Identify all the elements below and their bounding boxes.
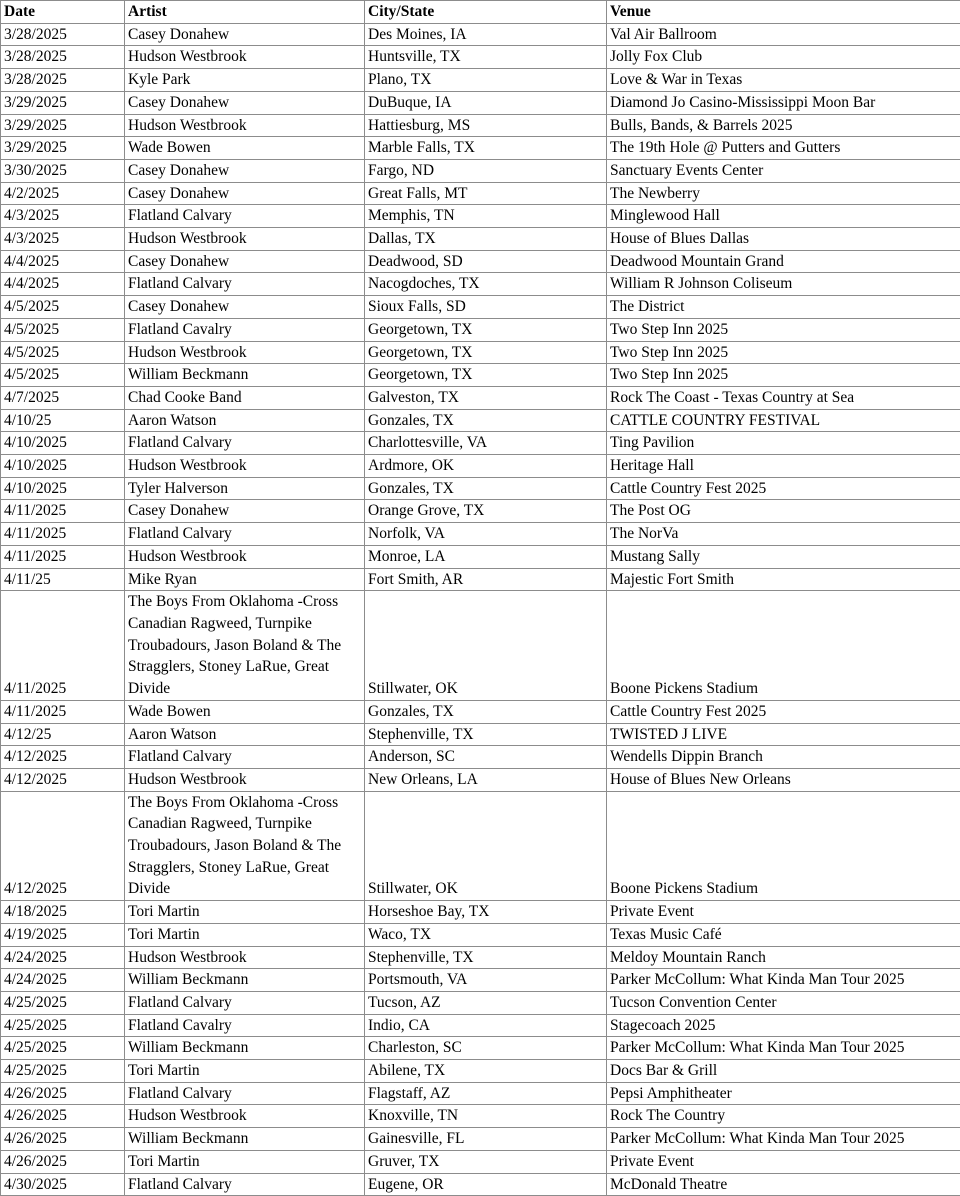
artist-cell[interactable]: The Boys From Oklahoma -Cross Canadian Ragweed, Turnpike Troubadours, Jason Boland & The Stragglers, Stoney LaRue, Great Divide (125, 591, 365, 701)
date-cell[interactable]: 4/26/2025 (1, 1128, 125, 1151)
venue-cell[interactable]: Heritage Hall (607, 455, 960, 478)
venue-cell[interactable]: Two Step Inn 2025 (607, 364, 960, 387)
venue-cell[interactable]: Diamond Jo Casino-Mississippi Moon Bar (607, 91, 960, 114)
venue-cell[interactable]: Bulls, Bands, & Barrels 2025 (607, 114, 960, 137)
date-cell[interactable]: 4/25/2025 (1, 991, 125, 1014)
artist-cell[interactable]: Flatland Calvary (125, 1173, 365, 1196)
date-cell[interactable]: 4/11/2025 (1, 545, 125, 568)
venue-cell[interactable]: Private Event (607, 1150, 960, 1173)
artist-cell[interactable]: Wade Bowen (125, 700, 365, 723)
date-cell[interactable]: 4/7/2025 (1, 386, 125, 409)
artist-cell[interactable]: Tori Martin (125, 923, 365, 946)
venue-cell[interactable]: Cattle Country Fest 2025 (607, 477, 960, 500)
artist-cell[interactable]: Hudson Westbrook (125, 46, 365, 69)
venue-cell[interactable]: The Post OG (607, 500, 960, 523)
date-cell[interactable]: 4/4/2025 (1, 273, 125, 296)
date-cell[interactable]: 4/12/2025 (1, 791, 125, 901)
city-cell[interactable]: Gonzales, TX (365, 409, 607, 432)
venue-cell[interactable]: Docs Bar & Grill (607, 1060, 960, 1083)
date-cell[interactable]: 4/5/2025 (1, 364, 125, 387)
date-cell[interactable]: 4/10/25 (1, 409, 125, 432)
date-column-header[interactable]: Date (1, 1, 125, 24)
artist-cell[interactable]: Casey Donahew (125, 296, 365, 319)
table-row (1, 69, 960, 92)
city-cell[interactable]: Horseshoe Bay, TX (365, 901, 607, 924)
artist-cell[interactable]: Tori Martin (125, 901, 365, 924)
city-column-header[interactable]: City/State (365, 1, 607, 24)
artist-column-header[interactable]: Artist (125, 1, 365, 24)
date-cell[interactable]: 4/30/2025 (1, 1173, 125, 1196)
table-row (1, 409, 960, 432)
date-cell[interactable]: 4/24/2025 (1, 969, 125, 992)
city-cell[interactable]: Deadwood, SD (365, 250, 607, 273)
date-cell[interactable]: 4/24/2025 (1, 946, 125, 969)
city-cell[interactable]: Knoxville, TN (365, 1105, 607, 1128)
table-row (1, 969, 960, 992)
date-cell[interactable]: 4/4/2025 (1, 250, 125, 273)
artist-cell[interactable]: Flatland Calvary (125, 746, 365, 769)
city-cell[interactable]: Huntsville, TX (365, 46, 607, 69)
table-row (1, 318, 960, 341)
table-row (1, 205, 960, 228)
artist-cell[interactable]: William Beckmann (125, 364, 365, 387)
table-row (1, 946, 960, 969)
city-cell[interactable]: Sioux Falls, SD (365, 296, 607, 319)
table-row (1, 568, 960, 591)
venue-cell[interactable]: Parker McCollum: What Kinda Man Tour 2025 (607, 969, 960, 992)
city-cell[interactable]: Charlottesville, VA (365, 432, 607, 455)
city-cell[interactable]: Plano, TX (365, 69, 607, 92)
date-cell[interactable]: 3/29/2025 (1, 137, 125, 160)
venue-column-header[interactable]: Venue (607, 1, 960, 24)
date-cell[interactable]: 4/2/2025 (1, 182, 125, 205)
table-row (1, 700, 960, 723)
table-row (1, 455, 960, 478)
venue-cell[interactable]: Tucson Convention Center (607, 991, 960, 1014)
date-cell[interactable]: 3/28/2025 (1, 69, 125, 92)
date-cell[interactable]: 4/11/2025 (1, 591, 125, 701)
table-row (1, 523, 960, 546)
table-row (1, 1060, 960, 1083)
venue-cell[interactable]: Private Event (607, 901, 960, 924)
city-cell[interactable]: Stillwater, OK (365, 591, 607, 701)
artist-cell[interactable]: Casey Donahew (125, 500, 365, 523)
table-row (1, 386, 960, 409)
date-cell[interactable]: 3/28/2025 (1, 46, 125, 69)
venue-cell[interactable]: Stagecoach 2025 (607, 1014, 960, 1037)
city-cell[interactable]: Georgetown, TX (365, 364, 607, 387)
venue-cell[interactable]: Cattle Country Fest 2025 (607, 700, 960, 723)
artist-cell[interactable]: The Boys From Oklahoma -Cross Canadian Ragweed, Turnpike Troubadours, Jason Boland & The Stragglers, Stoney LaRue, Great Divide (125, 791, 365, 901)
venue-cell[interactable]: Val Air Ballroom (607, 23, 960, 46)
city-cell[interactable]: Gruver, TX (365, 1150, 607, 1173)
date-cell[interactable]: 3/28/2025 (1, 23, 125, 46)
city-cell[interactable]: Fort Smith, AR (365, 568, 607, 591)
date-cell[interactable]: 4/25/2025 (1, 1037, 125, 1060)
venue-cell[interactable]: House of Blues Dallas (607, 228, 960, 251)
venue-cell[interactable]: Two Step Inn 2025 (607, 341, 960, 364)
date-cell[interactable]: 4/12/2025 (1, 768, 125, 791)
table-row (1, 1150, 960, 1173)
date-cell[interactable]: 4/3/2025 (1, 228, 125, 251)
table-row (1, 114, 960, 137)
venue-cell[interactable]: Rock The Country (607, 1105, 960, 1128)
date-cell[interactable]: 4/5/2025 (1, 341, 125, 364)
table-row (1, 923, 960, 946)
artist-cell[interactable]: Hudson Westbrook (125, 946, 365, 969)
venue-cell[interactable]: Texas Music Café (607, 923, 960, 946)
date-cell[interactable]: 4/11/2025 (1, 500, 125, 523)
artist-cell[interactable]: Flatland Cavalry (125, 1014, 365, 1037)
artist-cell[interactable]: Casey Donahew (125, 23, 365, 46)
artist-cell[interactable]: Hudson Westbrook (125, 455, 365, 478)
venue-cell[interactable]: Deadwood Mountain Grand (607, 250, 960, 273)
table-row (1, 228, 960, 251)
date-cell[interactable]: 4/12/2025 (1, 746, 125, 769)
venue-cell[interactable]: The NorVa (607, 523, 960, 546)
venue-cell[interactable]: William R Johnson Coliseum (607, 273, 960, 296)
date-cell[interactable]: 4/11/2025 (1, 700, 125, 723)
city-cell[interactable]: DuBuque, IA (365, 91, 607, 114)
city-cell[interactable]: Tucson, AZ (365, 991, 607, 1014)
date-cell[interactable]: 4/12/25 (1, 723, 125, 746)
city-cell[interactable]: Nacogdoches, TX (365, 273, 607, 296)
city-cell[interactable]: Portsmouth, VA (365, 969, 607, 992)
city-cell[interactable]: Stillwater, OK (365, 791, 607, 901)
artist-cell[interactable]: Flatland Calvary (125, 432, 365, 455)
date-cell[interactable]: 4/5/2025 (1, 318, 125, 341)
artist-cell[interactable]: Aaron Watson (125, 409, 365, 432)
artist-cell[interactable]: Mike Ryan (125, 568, 365, 591)
table-row (1, 1014, 960, 1037)
artist-cell[interactable]: Hudson Westbrook (125, 545, 365, 568)
city-cell[interactable]: Orange Grove, TX (365, 500, 607, 523)
table-row (1, 23, 960, 46)
date-cell[interactable]: 4/26/2025 (1, 1105, 125, 1128)
city-cell[interactable]: Des Moines, IA (365, 23, 607, 46)
venue-cell[interactable]: Two Step Inn 2025 (607, 318, 960, 341)
artist-cell[interactable]: Wade Bowen (125, 137, 365, 160)
date-cell[interactable]: 4/26/2025 (1, 1150, 125, 1173)
date-cell[interactable]: 4/3/2025 (1, 205, 125, 228)
city-cell[interactable]: Memphis, TN (365, 205, 607, 228)
date-cell[interactable]: 4/10/2025 (1, 455, 125, 478)
table-row (1, 545, 960, 568)
city-cell[interactable]: Norfolk, VA (365, 523, 607, 546)
table-body (1, 23, 960, 1196)
table-row (1, 273, 960, 296)
city-cell[interactable]: Georgetown, TX (365, 341, 607, 364)
date-cell[interactable]: 4/19/2025 (1, 923, 125, 946)
venue-cell[interactable]: TWISTED J LIVE (607, 723, 960, 746)
artist-cell[interactable]: William Beckmann (125, 1037, 365, 1060)
date-cell[interactable]: 4/11/2025 (1, 523, 125, 546)
city-cell[interactable]: Flagstaff, AZ (365, 1082, 607, 1105)
city-cell[interactable]: Dallas, TX (365, 228, 607, 251)
city-cell[interactable]: Stephenville, TX (365, 946, 607, 969)
city-cell[interactable]: Fargo, ND (365, 159, 607, 182)
city-cell[interactable]: Eugene, OR (365, 1173, 607, 1196)
venue-cell[interactable]: Pepsi Amphitheater (607, 1082, 960, 1105)
date-cell[interactable]: 4/25/2025 (1, 1014, 125, 1037)
artist-cell[interactable]: Flatland Calvary (125, 991, 365, 1014)
artist-cell[interactable]: Flatland Calvary (125, 1082, 365, 1105)
artist-cell[interactable]: William Beckmann (125, 969, 365, 992)
venue-cell[interactable]: Majestic Fort Smith (607, 568, 960, 591)
artist-cell[interactable]: William Beckmann (125, 1128, 365, 1151)
table-row (1, 91, 960, 114)
venue-cell[interactable]: Parker McCollum: What Kinda Man Tour 2025 (607, 1128, 960, 1151)
table-row (1, 991, 960, 1014)
table-row (1, 591, 960, 701)
venue-cell[interactable]: Jolly Fox Club (607, 46, 960, 69)
city-cell[interactable]: Ardmore, OK (365, 455, 607, 478)
venue-cell[interactable]: The 19th Hole @ Putters and Gutters (607, 137, 960, 160)
table-row (1, 791, 960, 901)
venue-cell[interactable]: The Newberry (607, 182, 960, 205)
city-cell[interactable]: Gonzales, TX (365, 477, 607, 500)
venue-cell[interactable]: Parker McCollum: What Kinda Man Tour 2025 (607, 1037, 960, 1060)
table-row (1, 901, 960, 924)
table-row (1, 250, 960, 273)
artist-cell[interactable]: Flatland Calvary (125, 273, 365, 296)
artist-cell[interactable]: Casey Donahew (125, 91, 365, 114)
table-row (1, 137, 960, 160)
venue-cell[interactable]: Sanctuary Events Center (607, 159, 960, 182)
venue-cell[interactable]: Mustang Sally (607, 545, 960, 568)
city-cell[interactable]: Georgetown, TX (365, 318, 607, 341)
city-cell[interactable]: Galveston, TX (365, 386, 607, 409)
table-row (1, 500, 960, 523)
venue-cell[interactable]: Rock The Coast - Texas Country at Sea (607, 386, 960, 409)
artist-cell[interactable]: Aaron Watson (125, 723, 365, 746)
venue-cell[interactable]: Ting Pavilion (607, 432, 960, 455)
artist-cell[interactable]: Hudson Westbrook (125, 341, 365, 364)
table-row (1, 159, 960, 182)
artist-cell[interactable]: Chad Cooke Band (125, 386, 365, 409)
header-row (1, 1, 960, 24)
city-cell[interactable]: Charleston, SC (365, 1037, 607, 1060)
artist-cell[interactable]: Tori Martin (125, 1150, 365, 1173)
table-row (1, 723, 960, 746)
date-cell[interactable]: 3/29/2025 (1, 91, 125, 114)
table-row (1, 1037, 960, 1060)
artist-cell[interactable]: Casey Donahew (125, 182, 365, 205)
date-cell[interactable]: 3/30/2025 (1, 159, 125, 182)
city-cell[interactable]: Monroe, LA (365, 545, 607, 568)
date-cell[interactable]: 4/10/2025 (1, 477, 125, 500)
artist-cell[interactable]: Hudson Westbrook (125, 228, 365, 251)
table-row (1, 46, 960, 69)
artist-cell[interactable]: Casey Donahew (125, 250, 365, 273)
artist-cell[interactable]: Flatland Calvary (125, 523, 365, 546)
venue-cell[interactable]: CATTLE COUNTRY FESTIVAL (607, 409, 960, 432)
artist-cell[interactable]: Kyle Park (125, 69, 365, 92)
artist-cell[interactable]: Hudson Westbrook (125, 768, 365, 791)
table-row (1, 364, 960, 387)
venue-cell[interactable]: Minglewood Hall (607, 205, 960, 228)
venue-cell[interactable]: Boone Pickens Stadium (607, 591, 960, 701)
city-cell[interactable]: Abilene, TX (365, 1060, 607, 1083)
date-cell[interactable]: 4/25/2025 (1, 1060, 125, 1083)
table-row (1, 1128, 960, 1151)
table-row (1, 1082, 960, 1105)
city-cell[interactable]: Indio, CA (365, 1014, 607, 1037)
venue-cell[interactable]: The District (607, 296, 960, 319)
table-row (1, 1173, 960, 1196)
table-row (1, 477, 960, 500)
artist-cell[interactable]: Casey Donahew (125, 159, 365, 182)
date-cell[interactable]: 4/18/2025 (1, 901, 125, 924)
date-cell[interactable]: 4/11/25 (1, 568, 125, 591)
artist-cell[interactable]: Flatland Cavalry (125, 318, 365, 341)
table-row (1, 182, 960, 205)
date-cell[interactable]: 4/26/2025 (1, 1082, 125, 1105)
city-cell[interactable]: Marble Falls, TX (365, 137, 607, 160)
table-row (1, 746, 960, 769)
city-cell[interactable]: Gainesville, FL (365, 1128, 607, 1151)
table-row (1, 1105, 960, 1128)
date-cell[interactable]: 4/5/2025 (1, 296, 125, 319)
table-row (1, 296, 960, 319)
table-row (1, 768, 960, 791)
city-cell[interactable]: Anderson, SC (365, 746, 607, 769)
date-cell[interactable]: 3/29/2025 (1, 114, 125, 137)
table-row (1, 432, 960, 455)
artist-cell[interactable]: Tori Martin (125, 1060, 365, 1083)
venue-cell[interactable]: Meldoy Mountain Ranch (607, 946, 960, 969)
table-row (1, 341, 960, 364)
venue-cell[interactable]: House of Blues New Orleans (607, 768, 960, 791)
city-cell[interactable]: Stephenville, TX (365, 723, 607, 746)
artist-cell[interactable]: Flatland Calvary (125, 205, 365, 228)
artist-cell[interactable]: Hudson Westbrook (125, 114, 365, 137)
artist-cell[interactable]: Tyler Halverson (125, 477, 365, 500)
artist-cell[interactable]: Hudson Westbrook (125, 1105, 365, 1128)
date-cell[interactable]: 4/10/2025 (1, 432, 125, 455)
city-cell[interactable]: Hattiesburg, MS (365, 114, 607, 137)
venue-cell[interactable]: Love & War in Texas (607, 69, 960, 92)
venue-cell[interactable]: Boone Pickens Stadium (607, 791, 960, 901)
venue-cell[interactable]: McDonald Theatre (607, 1173, 960, 1196)
city-cell[interactable]: Great Falls, MT (365, 182, 607, 205)
city-cell[interactable]: Waco, TX (365, 923, 607, 946)
city-cell[interactable]: New Orleans, LA (365, 768, 607, 791)
city-cell[interactable]: Gonzales, TX (365, 700, 607, 723)
venue-cell[interactable]: Wendells Dippin Branch (607, 746, 960, 769)
